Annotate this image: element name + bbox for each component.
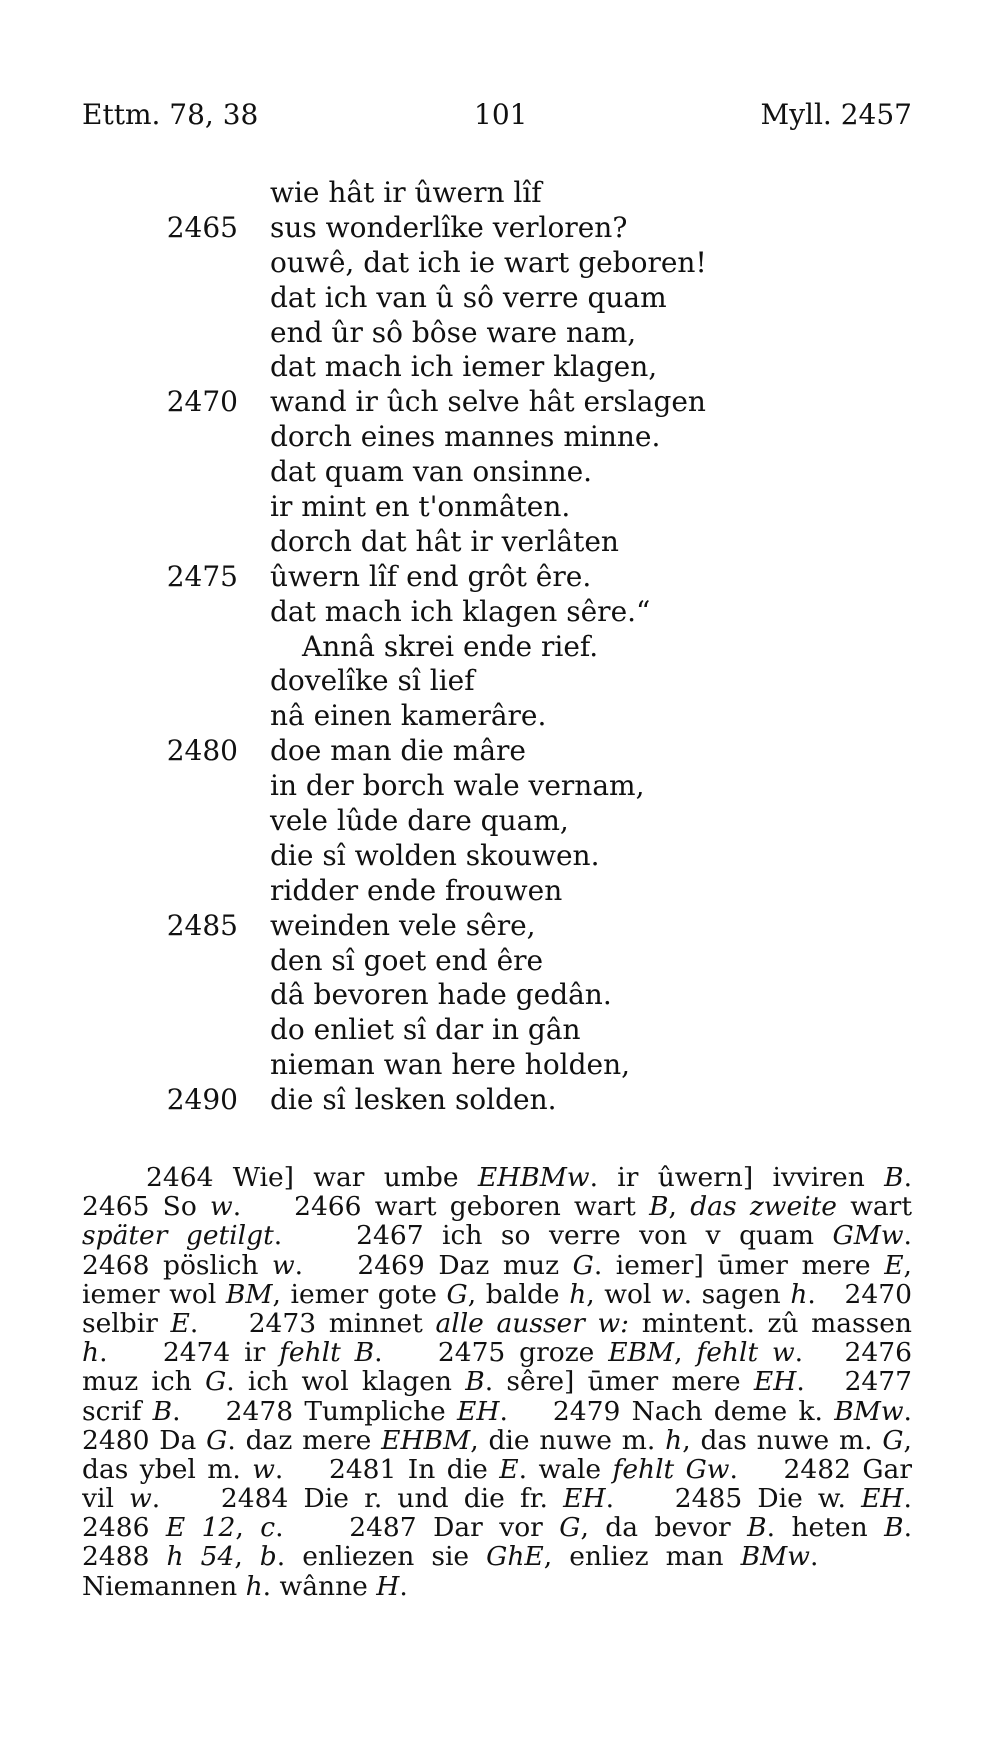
verse-text bbox=[0, 176, 1000, 1118]
verse-line bbox=[0, 1048, 1000, 1083]
header-right: Myll. 2457 bbox=[760, 98, 912, 131]
apparatus-line: scrif B. 2478 Tumpliche EH. 2479 Nach deme k. BMw. bbox=[82, 1396, 912, 1426]
verse-text-line: nâ einen kamerâre. bbox=[270, 699, 547, 733]
verse-text-line: die sî lesken solden. bbox=[270, 1083, 557, 1117]
apparatus-line: das ybel m. w. 2481 In die E. wale fehlt Gw. 2482 Gar bbox=[82, 1454, 912, 1485]
verse-number: 2480 bbox=[166, 734, 238, 768]
apparatus-line: muz ich G. ich wol klagen B. sêre] ūmer mere EH. 2477 bbox=[82, 1367, 912, 1397]
verse-text-line: dat mach ich iemer klagen, bbox=[270, 350, 658, 384]
verse-number: 2485 bbox=[166, 908, 238, 942]
verse-text-line: dorch dat hât ir verlâten bbox=[270, 524, 619, 558]
verse-text-line: end ûr sô bôse ware nam, bbox=[270, 315, 637, 349]
verse-text-line: sus wonderlîke verloren? bbox=[270, 210, 628, 244]
apparatus-line: h. 2474 ir fehlt B. 2475 groze EBM, fehlt w. 2476 bbox=[82, 1338, 912, 1368]
verse-line bbox=[0, 385, 1000, 420]
verse-line bbox=[0, 978, 1000, 1013]
apparatus-line: selbir E. 2473 minnet alle ausser w: mintent. zû massen bbox=[82, 1308, 912, 1339]
verse-text-line: ûwern lîf end grôt êre. bbox=[270, 559, 592, 593]
verse-line bbox=[0, 211, 1000, 246]
header-left: Ettm. 78, 38 bbox=[82, 98, 259, 131]
apparatus-line: vil w. 2484 Die r. und die fr. EH. 2485 Die w. EH. bbox=[82, 1484, 912, 1514]
apparatus-line: 2465 So w. 2466 wart geboren wart B, das zweite wart bbox=[82, 1192, 912, 1222]
verse-line bbox=[0, 176, 1000, 211]
verse-text-line: dovelîke sî lief bbox=[270, 664, 475, 698]
page-number: 101 bbox=[474, 98, 528, 131]
apparatus-line: iemer wol BM, iemer gote G, balde h, wol w. sagen h. 2470 bbox=[82, 1279, 912, 1309]
apparatus-line: 2480 Da G. daz mere EHBM, die nuwe m. h, das nuwe m. G, bbox=[82, 1425, 912, 1455]
verse-number: 2465 bbox=[166, 210, 238, 244]
verse-text-line: nieman wan here holden, bbox=[270, 1048, 631, 1082]
verse-text-line: den sî goet end êre bbox=[270, 943, 544, 977]
verse-line bbox=[0, 874, 1000, 909]
verse-line bbox=[0, 804, 1000, 839]
apparatus-line: 2464 Wie] war umbe EHBMw. ir ûwern] ivviren B. bbox=[146, 1163, 912, 1193]
verse-line bbox=[0, 246, 1000, 281]
verse-number: 2490 bbox=[166, 1083, 238, 1117]
verse-line bbox=[0, 420, 1000, 455]
verse-line bbox=[0, 839, 1000, 874]
verse-line bbox=[0, 699, 1000, 734]
verse-line bbox=[0, 316, 1000, 351]
verse-text-line: dat mach ich klagen sêre.“ bbox=[270, 594, 651, 628]
apparatus-line: Niemannen h. wânne H. bbox=[82, 1571, 408, 1601]
verse-line bbox=[0, 944, 1000, 979]
verse-text-line: dat ich van û sô verre quam bbox=[270, 280, 667, 314]
verse-text-line: ridder ende frouwen bbox=[270, 873, 563, 907]
verse-line bbox=[0, 1013, 1000, 1048]
verse-text-line: Annâ skrei ende rief. bbox=[302, 629, 599, 663]
apparatus-line: 2488 h 54, b. enliezen sie GhE, enliez man BMw. bbox=[82, 1542, 912, 1572]
verse-line bbox=[0, 350, 1000, 385]
verse-line bbox=[0, 909, 1000, 944]
verse-line bbox=[0, 769, 1000, 804]
verse-line bbox=[0, 525, 1000, 560]
verse-line bbox=[0, 664, 1000, 699]
verse-line bbox=[0, 630, 1000, 665]
apparatus-line: 2486 E 12, c. 2487 Dar vor G, da bevor B. heten B. bbox=[82, 1513, 912, 1543]
verse-text-line: dâ bevoren hade gedân. bbox=[270, 978, 612, 1012]
running-header bbox=[82, 98, 912, 138]
verse-text-line: wie hât ir ûwern lîf bbox=[270, 176, 542, 209]
verse-line bbox=[0, 595, 1000, 630]
verse-text-line: vele lûde dare quam, bbox=[270, 804, 569, 838]
apparatus-line: 2468 pöslich w. 2469 Daz muz G. iemer] ūmer mere E, bbox=[82, 1250, 912, 1280]
verse-line bbox=[0, 1083, 1000, 1118]
verse-text-line: weinden vele sêre, bbox=[270, 908, 536, 942]
verse-text-line: do enliet sî dar in gân bbox=[270, 1013, 581, 1047]
verse-text-line: dat quam van onsinne. bbox=[270, 455, 593, 489]
verse-line bbox=[0, 560, 1000, 595]
verse-line bbox=[0, 734, 1000, 769]
verse-number: 2470 bbox=[166, 385, 238, 419]
verse-text-line: ouwê, dat ich ie wart geboren! bbox=[270, 245, 707, 279]
verse-text-line: dorch eines mannes minne. bbox=[270, 420, 661, 454]
critical-apparatus bbox=[82, 1163, 912, 1601]
verse-number: 2475 bbox=[166, 559, 238, 593]
apparatus-line: später getilgt. 2467 ich so verre von v quam GMw. bbox=[82, 1221, 912, 1251]
verse-line bbox=[0, 281, 1000, 316]
verse-line bbox=[0, 455, 1000, 490]
verse-text-line: die sî wolden skouwen. bbox=[270, 838, 600, 872]
verse-text-line: in der borch wale vernam, bbox=[270, 769, 645, 803]
verse-line bbox=[0, 490, 1000, 525]
verse-text-line: doe man die mâre bbox=[270, 734, 526, 768]
verse-text-line: ir mint en t'onmâten. bbox=[270, 490, 571, 524]
verse-text-line: wand ir ûch selve hât erslagen bbox=[270, 385, 706, 419]
